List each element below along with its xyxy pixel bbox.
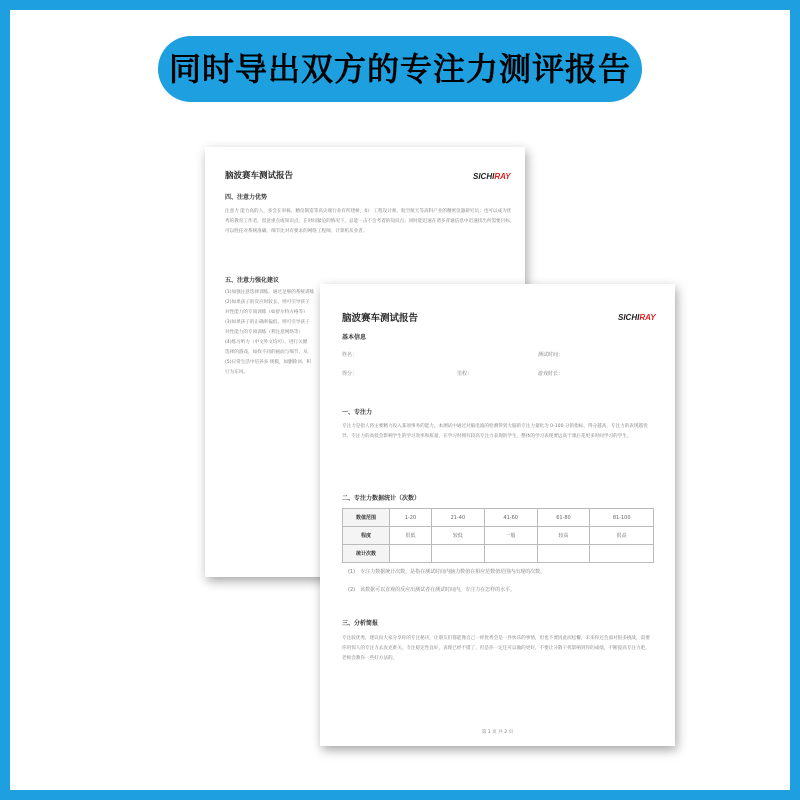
table-cell: 一般 — [484, 527, 537, 545]
section-heading: 三、分析简报 — [342, 620, 379, 627]
table-cell: 21-40 — [432, 509, 485, 527]
list-item: 选择的游戏，如找不同的画面与细节，从 — [225, 350, 308, 355]
report-title: 脑波赛车测试报告 — [225, 171, 294, 181]
list-item: (5)日常生活中培养多 规模，如删除词、积 — [225, 360, 312, 365]
table-cell: 很低 — [390, 527, 432, 545]
note-item: (2) 该数据可以直观的反应出测试者在测试时间内，专注力在怎样的水平。 — [348, 587, 516, 593]
table-cell: 较低 — [432, 527, 485, 545]
section-heading: 四、注意力优势 — [225, 194, 268, 201]
section-text: 注意力 能力高的人，多会在审核、精仪制造等高尖端行业有所建树，如：工程设计师、航空航天等高科产业的精密仪器研究员；也可以成为优秀的教育工作者，留意重点或知识点，在时间紧迫的情况下，总能一击不会考着的知识点；同时能迅速在诸多普通信息中迅速找出所需要目标，可以胜任对系统准确、细节比对有要求的网络工程师、计算机从业者。 — [225, 209, 515, 234]
table-cell: 61-80 — [537, 509, 590, 527]
list-item: 对性能力的专项训练（利注意网络等） — [225, 330, 304, 335]
basic-info-heading: 基本信息 — [342, 334, 367, 341]
stats-table — [342, 508, 654, 563]
table-cell: 1-20 — [390, 509, 432, 527]
table-cell: 程度 — [343, 527, 390, 545]
section-text: 专注较优秀，建议向大家分享你的专注秘诀，让朋友们都能像自己一样优秀会是一件快乐的事情，但也不要因此而松懈，未来你还会面对很多挑战，需要你用惊人的专注力去攻克难关。专注稳定性良好，表现已经不错了，但是你一定还可以做的更好，不要让分散干扰影响到你的成绩，不断提高专注力吧，老师会教你一些好方法的。 — [342, 636, 650, 661]
section-heading: 二、专注力数据统计（次数） — [342, 495, 421, 502]
score-label: 得分： — [342, 371, 358, 377]
table-cell — [432, 545, 485, 563]
table-cell: 较高 — [537, 527, 590, 545]
table-cell: 很高 — [590, 527, 654, 545]
table-cell — [590, 545, 654, 563]
table-cell: 81-100 — [590, 509, 654, 527]
game-time-label: 游戏时长： — [538, 371, 564, 377]
list-item: (2)如果孩子的反应时较长，则可引导孩子 — [225, 300, 310, 305]
note-item: (1) 专注力数据统计次数，是指在测试时间内脑力数值在相应范数值范围内出现的次数。 — [348, 569, 546, 575]
name-label: 姓名： — [342, 352, 358, 358]
list-item: (1)加强注意选择训练，通过足够的系统训练 — [225, 290, 315, 295]
list-item: (3)如果孩子的正确率偏低，则可引导孩子 — [225, 320, 310, 325]
report-title: 脑波赛车测试报告 — [342, 313, 419, 324]
banner-title: 同时导出双方的专注力测评报告 — [158, 36, 642, 102]
table-row — [343, 509, 654, 527]
table-cell — [390, 545, 432, 563]
section-text: 专注力是指人将主要精力投入某项事务的能力。本测试中通过对脑电波的检测得到大脑的专注力量化为 0-100 分的指标，得分越高，专注力的表现越优异。专注力的高低会影响学生的学习效率和质量，在学习时拥有较高专注力表现的学生，整体的学习表现要远高于课后花更多时间学习的学生。 — [342, 424, 648, 439]
sichiray-logo: SICHIRAY — [473, 172, 511, 181]
table-row — [343, 527, 654, 545]
table-row — [343, 545, 654, 563]
test-time-label: 测试时间： — [538, 352, 564, 358]
table-cell: 统计次数 — [343, 545, 390, 563]
list-item: 行为东风。 — [225, 370, 248, 375]
table-cell: 41-60 — [484, 509, 537, 527]
section-heading: 一、专注力 — [342, 409, 373, 416]
table-cell: 数值范围 — [343, 509, 390, 527]
report-page-front — [320, 284, 675, 746]
table-cell — [537, 545, 590, 563]
level-label: 里程： — [457, 371, 473, 377]
list-item: 对性能力的专项训练（如舒尔特方格等） — [225, 310, 308, 315]
section-heading: 五、注意力强化建议 — [225, 277, 280, 284]
page-footer: 第 1 页 共 2 页 — [481, 730, 514, 735]
table-cell — [484, 545, 537, 563]
sichiray-logo: SICHIRAY — [618, 313, 656, 322]
list-item: (4)练习听力（中文外文均可），进行关键 — [225, 340, 308, 345]
